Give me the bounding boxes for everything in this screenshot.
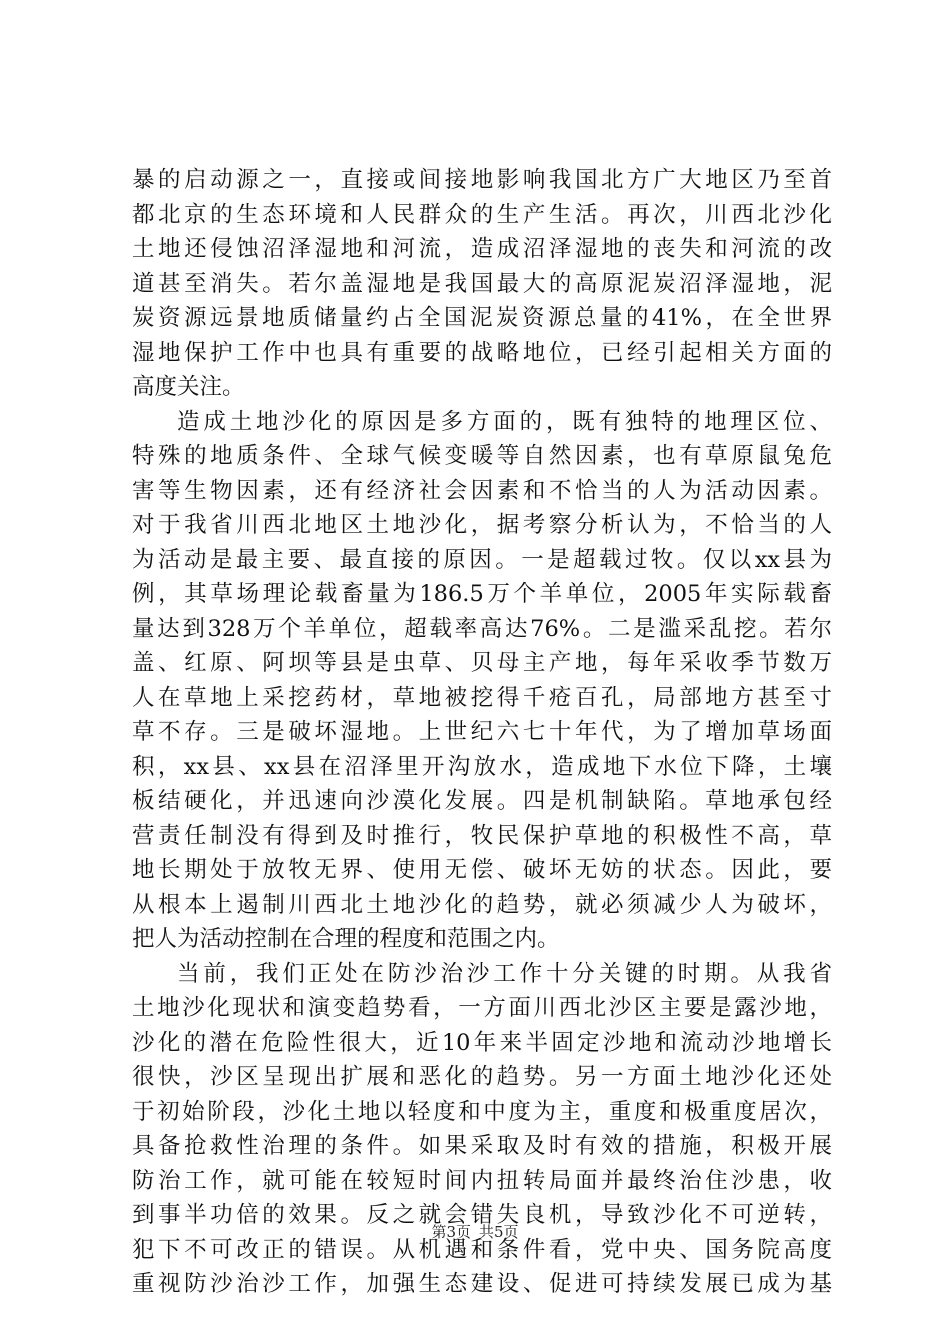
paragraph [132,405,832,957]
text-line: 于初始阶段，沙化土地以轻度和中度为主，重度和极重度居次， [132,1098,832,1125]
text-line: 重视防沙治沙工作，加强生态建设、促进可持续发展已成为基 [132,1271,832,1297]
text-line: 具备抢救性治理的条件。如果采取及时有效的措施，积极开展 [132,1133,832,1159]
paragraph [132,163,832,405]
text-line: 道甚至消失。若尔盖湿地是我国最大的高原泥炭沼泽湿地，泥 [132,270,832,297]
text-line: 例，其草场理论载畜量为186.5万个羊单位，2005年实际载畜 [132,581,832,607]
text-line: 炭资源远景地质储量约占全国泥炭资源总量的41%，在全世界 [132,305,832,331]
page-footer [0,1222,950,1242]
text-line: 湿地保护工作中也具有重要的战略地位，已经引起相关方面的 [132,339,832,366]
text-line: 为活动是最主要、最直接的原因。一是超载过牧。仅以xx县为 [132,546,832,573]
text-line: 当前，我们正处在防沙治沙工作十分关键的时期。从我省 [177,960,832,987]
text-line: 营责任制没有得到及时推行，牧民保护草地的积极性不高，草 [132,822,832,849]
text-line: 都北京的生态环境和人民群众的生产生活。再次，川西北沙化 [132,201,832,228]
text-line: 盖、红原、阿坝等县是虫草、贝母主产地，每年采收季节数万 [132,650,832,676]
text-line: 害等生物因素，还有经济社会因素和不恰当的人为活动因素。 [132,477,832,504]
text-line: 人在草地上采挖药材，草地被挖得千疮百孔，局部地方甚至寸 [132,684,832,711]
document-body [132,163,832,1302]
text-line: 量达到328万个羊单位，超载率高达76%。二是滥采乱挖。若尔 [132,615,832,642]
page-number: 第3页 [431,1223,471,1241]
text-line: 特殊的地质条件、全球气候变暖等自然因素，也有草原鼠兔危 [132,443,832,469]
text-line: 从根本上遏制川西北土地沙化的趋势，就必须减少人为破坏， [132,891,832,918]
text-line: 积，xx县、xx县在沼泽里开沟放水，造成地下水位下降，土壤 [132,753,832,780]
text-line: 暴的启动源之一，直接或间接地影响我国北方广大地区乃至首 [132,167,832,193]
text-line: 防治工作，就可能在较短时间内扭转局面并最终治住沙患，收 [132,1167,832,1194]
page-total: 共5页 [479,1223,519,1241]
text-line: 很快，沙区呈现出扩展和恶化的趋势。另一方面土地沙化还处 [132,1064,832,1090]
paragraph [132,957,832,1302]
text-line: 犯下不可改正的错误。从机遇和条件看，党中央、国务院高度 [132,1236,832,1263]
text-line: 对于我省川西北地区土地沙化，据考察分析认为，不恰当的人 [132,512,832,538]
text-line: 草不存。三是破坏湿地。上世纪六七十年代，为了增加草场面 [132,719,832,745]
text-line: 到事半功倍的效果。反之就会错失良机，导致沙化不可逆转， [132,1202,832,1228]
text-line: 高度关注。 [132,374,245,400]
text-line: 把人为活动控制在合理的程度和范围之内。 [132,926,560,952]
text-line: 土地还侵蚀沼泽湿地和河流，造成沼泽湿地的丧失和河流的改 [132,236,832,262]
text-line: 板结硬化，并迅速向沙漠化发展。四是机制缺陷。草地承包经 [132,788,832,814]
text-line: 土地沙化现状和演变趋势看，一方面川西北沙区主要是露沙地， [132,995,832,1021]
text-line: 沙化的潜在危险性很大，近10年来半固定沙地和流动沙地增长 [132,1029,832,1056]
text-line: 地长期处于放牧无界、使用无偿、破坏无妨的状态。因此，要 [132,857,832,883]
text-line: 造成土地沙化的原因是多方面的，既有独特的地理区位、 [177,408,832,435]
